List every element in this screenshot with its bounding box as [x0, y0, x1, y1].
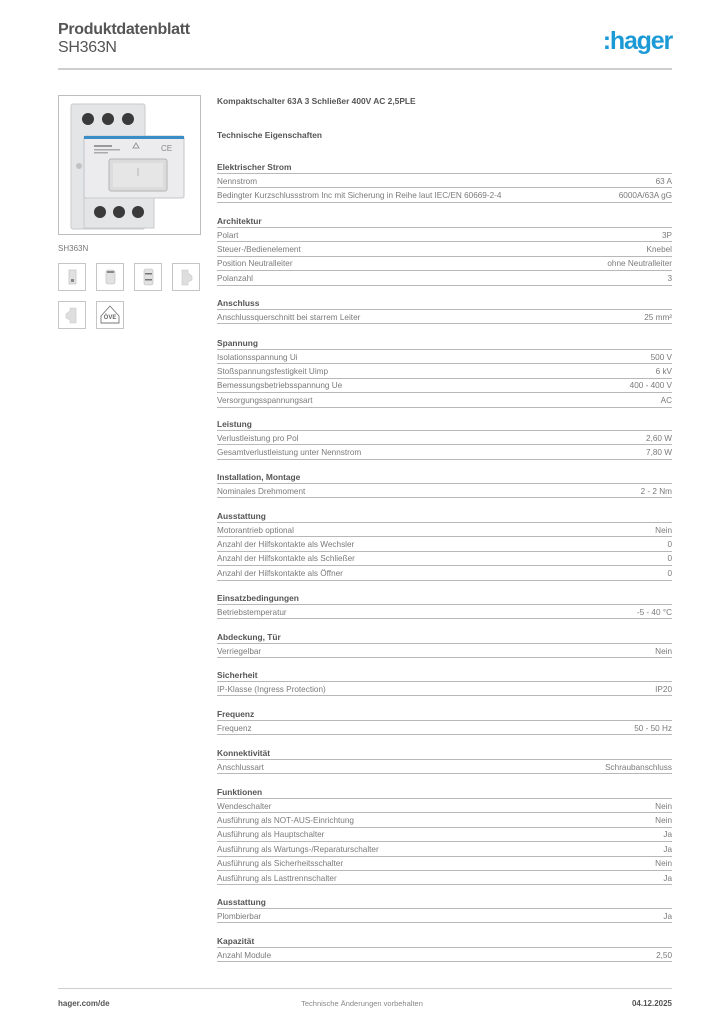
- section-heading: Ausstattung: [217, 896, 672, 909]
- thumbnail-ove-certification[interactable]: [96, 301, 124, 329]
- spec-section: [217, 708, 672, 735]
- spec-value: 0: [667, 540, 672, 550]
- spec-value: 3P: [661, 230, 672, 240]
- spec-label: Anzahl der Hilfskontakte als Wechsler: [217, 540, 355, 550]
- spec-row: [217, 909, 672, 923]
- spec-row: [217, 445, 672, 459]
- spec-value: 25 mm²: [644, 312, 672, 322]
- ove-certification-icon: [97, 302, 123, 328]
- spec-value: Schraubanschluss: [605, 762, 672, 772]
- spec-row: [217, 188, 672, 202]
- spec-value: 6 kV: [655, 367, 672, 377]
- spec-row: [217, 813, 672, 827]
- spec-value: 0: [667, 554, 672, 564]
- product-name: Kompaktschalter 63A 3 Schließer 400V AC 2,5PLE: [217, 96, 416, 106]
- spec-row: [217, 350, 672, 364]
- spec-label: Nominales Drehmoment: [217, 486, 306, 496]
- spec-label: Ausführung als Lasttrennschalter: [217, 873, 337, 883]
- spec-row: [217, 431, 672, 445]
- spec-label: Motorantrieb optional: [217, 525, 294, 535]
- section-heading: Frequenz: [217, 708, 672, 721]
- spec-section: [217, 631, 672, 658]
- spec-label: Ausführung als Sicherheitsschalter: [217, 859, 344, 869]
- spec-row: [217, 828, 672, 842]
- section-heading: Einsatzbedingungen: [217, 592, 672, 605]
- spec-section: [217, 896, 672, 923]
- spec-value: -5 - 40 °C: [636, 607, 672, 617]
- spec-value: ohne Neutralleiter: [607, 259, 672, 269]
- product-image[interactable]: [58, 95, 201, 235]
- section-heading: Anschluss: [217, 297, 672, 310]
- spec-label: Stoßspannungsfestigkeit Uimp: [217, 367, 329, 377]
- section-heading: Ausstattung: [217, 510, 672, 523]
- spec-row: [217, 379, 672, 393]
- section-heading: Spannung: [217, 337, 672, 350]
- spec-row: [217, 310, 672, 324]
- spec-row: [217, 393, 672, 407]
- spec-value: Nein: [655, 801, 672, 811]
- spec-value: 2 - 2 Nm: [640, 486, 672, 496]
- spec-section: [217, 510, 672, 581]
- product-media-column: [58, 95, 202, 321]
- spec-value: Knebel: [646, 245, 672, 255]
- spec-row: [217, 566, 672, 580]
- product-image-caption: SH363N: [58, 244, 89, 253]
- section-heading: Leistung: [217, 418, 672, 431]
- spec-label: Anzahl der Hilfskontakte als Öffner: [217, 568, 343, 578]
- spec-row: [217, 799, 672, 813]
- spec-label: Plombierbar: [217, 911, 262, 921]
- thumbnail-top[interactable]: [96, 263, 124, 291]
- spec-row: [217, 364, 672, 378]
- spec-label: Position Neutralleiter: [217, 259, 293, 269]
- spec-row: [217, 537, 672, 551]
- spec-section: [217, 935, 672, 962]
- thumbnail-angle-right[interactable]: [172, 263, 200, 291]
- spec-label: Anschlussart: [217, 762, 264, 772]
- spec-value: Nein: [655, 859, 672, 869]
- section-heading: Funktionen: [217, 786, 672, 799]
- spec-section: [217, 786, 672, 885]
- technical-properties-title: Technische Eigenschaften: [217, 130, 323, 140]
- spec-row: [217, 484, 672, 498]
- hager-logo: :hager: [602, 27, 672, 55]
- spec-label: Steuer-/Bedienelement: [217, 245, 301, 255]
- spec-row: [217, 682, 672, 696]
- spec-value: 6000A/63A gG: [618, 191, 672, 201]
- section-heading: Architektur: [217, 215, 672, 228]
- spec-label: Verriegelbar: [217, 646, 262, 656]
- footer-date: 04.12.2025: [631, 999, 672, 1008]
- header-divider: [58, 68, 672, 70]
- spec-row: [217, 721, 672, 735]
- spec-value: Nein: [655, 646, 672, 656]
- spec-row: [217, 228, 672, 242]
- spec-value: Ja: [663, 830, 672, 840]
- spec-label: Isolationsspannung Ui: [217, 352, 298, 362]
- section-heading: Sicherheit: [217, 669, 672, 682]
- svg-text:ÖVE: ÖVE: [103, 315, 117, 321]
- section-heading: Kapazität: [217, 935, 672, 948]
- spec-value: Nein: [655, 816, 672, 826]
- document-title: Produktdatenblatt: [58, 21, 190, 38]
- spec-row: [217, 605, 672, 619]
- spec-row: [217, 523, 672, 537]
- section-heading: Konnektivität: [217, 747, 672, 760]
- spec-label: Ausführung als NOT-AUS-Einrichtung: [217, 816, 354, 826]
- spec-value: 0: [667, 568, 672, 578]
- spec-row: [217, 644, 672, 658]
- spec-label: Wendeschalter: [217, 801, 272, 811]
- spec-label: Anzahl Module: [217, 950, 272, 960]
- spec-section: [217, 297, 672, 324]
- spec-value: Ja: [663, 844, 672, 854]
- spec-label: IP-Klasse (Ingress Protection): [217, 684, 326, 694]
- spec-value: 500 V: [650, 352, 672, 362]
- spec-row: [217, 948, 672, 962]
- footer-divider: [58, 988, 672, 989]
- spec-section: [217, 471, 672, 498]
- spec-value: Ja: [663, 873, 672, 883]
- spec-value: 3: [667, 273, 672, 283]
- spec-label: Ausführung als Wartungs-/Reparaturschalter: [217, 844, 379, 854]
- product-side-icon: [135, 264, 161, 290]
- spec-label: Polanzahl: [217, 273, 253, 283]
- spec-section: [217, 418, 672, 460]
- spec-section: [217, 669, 672, 696]
- spec-section: [217, 592, 672, 619]
- spec-value: 63 A: [655, 176, 672, 186]
- spec-label: Polart: [217, 230, 239, 240]
- spec-label: Bedingter Kurzschlussstrom Inc mit Sicherung in Reihe laut IEC/EN 60669-2-4: [217, 191, 502, 201]
- page-header: [58, 20, 672, 70]
- spec-section: [217, 747, 672, 774]
- spec-value: 2,60 W: [646, 433, 672, 443]
- spec-row: [217, 271, 672, 285]
- spec-value: Ja: [663, 911, 672, 921]
- thumbnail-side[interactable]: [134, 263, 162, 291]
- product-front-icon: [59, 264, 85, 290]
- svg-text:CE: CE: [161, 144, 173, 153]
- spec-label: Nennstrom: [217, 176, 258, 186]
- spec-row: [217, 174, 672, 188]
- spec-value: 400 - 400 V: [629, 381, 672, 391]
- spec-label: Versorgungsspannungsart: [217, 395, 313, 405]
- spec-label: Bemessungsbetriebsspannung Ue: [217, 381, 343, 391]
- spec-value: 7,80 W: [646, 448, 672, 458]
- spec-value: 50 - 50 Hz: [634, 723, 672, 733]
- spec-label: Frequenz: [217, 723, 252, 733]
- spec-section: [217, 161, 672, 203]
- document-subtitle: SH363N: [58, 39, 117, 56]
- thumbnail-front[interactable]: [58, 263, 86, 291]
- spec-value: IP20: [655, 684, 672, 694]
- spec-label: Gesamtverlustleistung unter Nennstrom: [217, 448, 362, 458]
- spec-label: Anschlussquerschnitt bei starrem Leiter: [217, 312, 361, 322]
- spec-row: [217, 871, 672, 885]
- spec-row: [217, 242, 672, 256]
- spec-row: [217, 857, 672, 871]
- spec-row: [217, 257, 672, 271]
- spec-row: [217, 760, 672, 774]
- spec-section: [217, 337, 672, 408]
- spec-label: Verlustleistung pro Pol: [217, 433, 299, 443]
- spec-value: 2,50: [656, 950, 672, 960]
- section-heading: Elektrischer Strom: [217, 161, 672, 174]
- spec-row: [217, 552, 672, 566]
- spec-label: Anzahl der Hilfskontakte als Schließer: [217, 554, 355, 564]
- footer-disclaimer: Technische Änderungen vorbehalten: [301, 999, 423, 1008]
- circuit-switch-illustration: [59, 96, 201, 235]
- section-heading: Abdeckung, Tür: [217, 631, 672, 644]
- spec-row: [217, 842, 672, 856]
- thumbnail-angle-left[interactable]: [58, 301, 86, 329]
- spec-section: [217, 215, 672, 286]
- spec-value: AC: [660, 395, 672, 405]
- spec-label: Ausführung als Hauptschalter: [217, 830, 325, 840]
- spec-label: Betriebstemperatur: [217, 607, 287, 617]
- section-heading: Installation, Montage: [217, 471, 672, 484]
- product-angle-left-icon: [59, 302, 85, 328]
- product-top-icon: [97, 264, 123, 290]
- product-angle-right-icon: [173, 264, 199, 290]
- spec-value: Nein: [655, 525, 672, 535]
- footer-website-link[interactable]: hager.com/de: [58, 999, 110, 1008]
